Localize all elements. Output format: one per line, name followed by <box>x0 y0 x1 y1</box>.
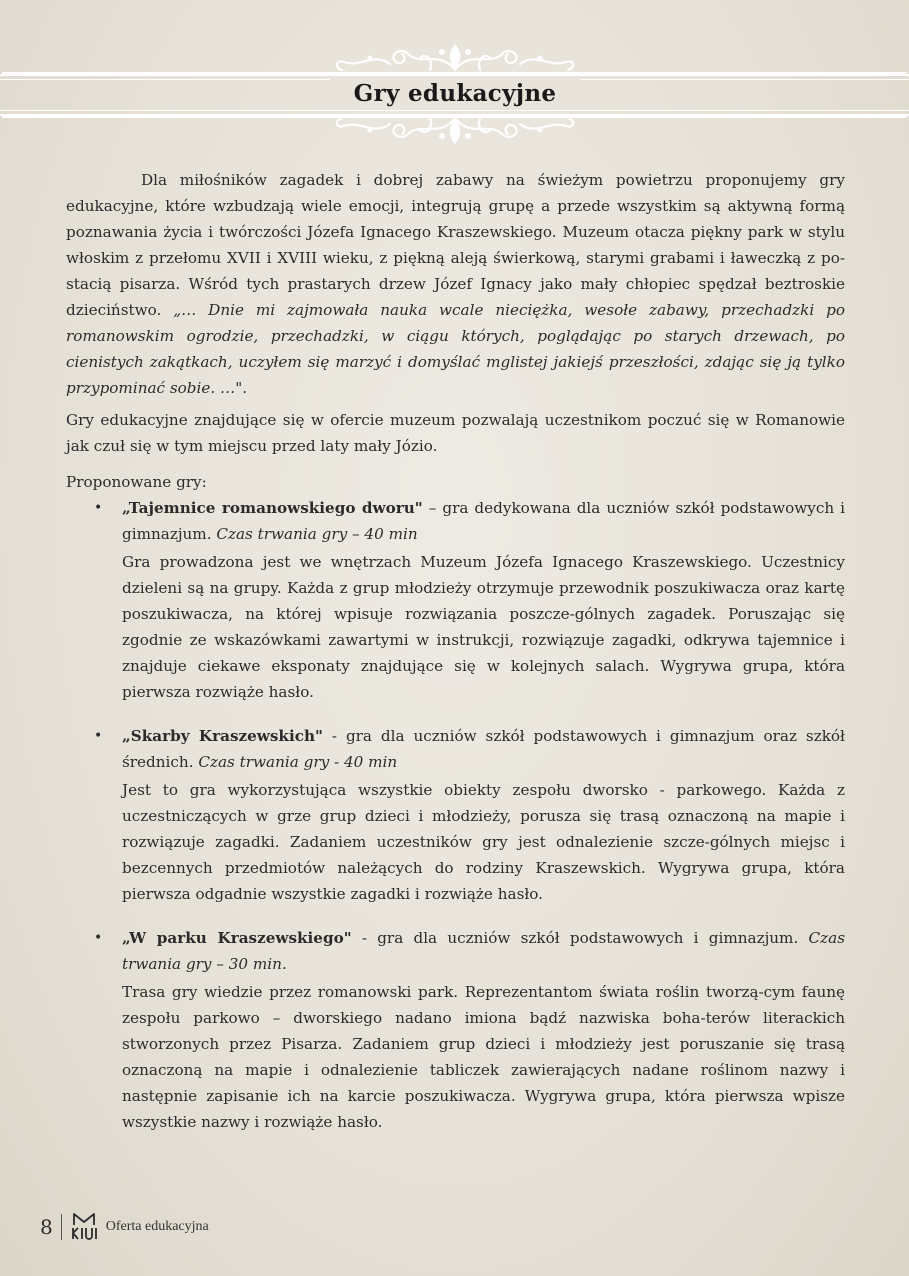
game-item <box>66 723 845 907</box>
intro-paragraph <box>66 167 845 401</box>
game-duration: Czas trwania gry – 30 min. <box>122 929 845 973</box>
game-header <box>122 925 845 977</box>
game-duration: Czas trwania gry – 40 min <box>216 525 418 543</box>
footer-divider <box>61 1214 62 1240</box>
main-content <box>66 167 845 1135</box>
bullet-icon: • <box>94 500 103 516</box>
title-box <box>330 76 580 110</box>
footer-label: Oferta edukacyjna <box>105 1219 209 1234</box>
bullet-icon: • <box>94 930 103 946</box>
game-name: „W parku Kraszewskiego" <box>122 929 352 947</box>
game-summary: - gra dla uczniów szkół podstawowych i gimnazjum oraz szkół średnich. <box>122 727 845 771</box>
proposed-games-label: Proponowane gry: <box>66 473 207 491</box>
quote-end: . <box>242 379 248 397</box>
bullet-icon: • <box>94 728 103 744</box>
game-description: Gra prowadzona jest we wnętrzach Muzeum Józefa Ignacego Kraszewskiego. Uczestnicy dzieleni są na grupy. Każda z grup młodzieży otrzymuje przewodnik poszukiwacza oraz kartę poszukiwacza, na której wpisuje rozwiązania poszcze-gólnych zagadek. Poruszając się zgodnie ze wskazówkami zawartymi w instrukcji, rozwiązuje zagadki, odkrywa tajemnice i znajduje ciekawe eksponaty znajdujące się w kolejnych salach. Wygrywa grupa, która pierwsza rozwiąże hasło. <box>122 553 845 701</box>
museum-logo-icon <box>70 1212 98 1242</box>
game-description: Jest to gra wykorzystująca wszystkie obiekty zespołu dworsko - parkowego. Każda z uczestniczących w grze grup dzieci i młodzieży, porusza się trasą oznaczoną na mapie i rozwiązuje zagadki. Zadaniem uczestników gry jest odnalezienie szcze-gólnych miejsc i bezcennych przedmiotów należących do rodziny Kraszewskich. Wygrywa grupa, która pierwsza odgadnie wszystkie zagadki i rozwiąże hasło. <box>122 781 845 903</box>
game-header <box>122 495 845 547</box>
game-item <box>66 495 845 705</box>
game-header <box>122 723 845 775</box>
game-name: „Tajemnice romanowskiego dworu" <box>122 499 423 517</box>
ornament-top-icon <box>330 40 580 74</box>
ornament-bottom-icon <box>330 114 580 148</box>
game-description: Trasa gry wiedzie przez romanowski park. Reprezentantom świata roślin tworzą-cym faunę zespołu parkowo – dworskiego nadano imiona bądź nazwiska boha-terów literackich stworzonych przez Pisarza. Zadaniem grup dzieci i młodzieży jest poruszanie się trasą oznaczoną na mapie i odnalezienie tabliczek zawierających nadane roślinom nazwy i następnie zapisanie ich na karcie poszukiwacza. Wygrywa grupa, która pierwsza wpisze wszystkie nazwy i rozwiąże hasło. <box>122 983 845 1131</box>
game-name: „Skarby Kraszewskich" <box>122 727 323 745</box>
intro-text: Dla miłośników zagadek i dobrej zabawy na świeżym powietrzu proponujemy gry edukacyjne, które wzbudzają wiele emocji, integrują grupę a przede wszystkim są aktywną formą poznawania życia i twórczości Józefa Ignacego Kraszewskiego. Muzeum otacza piękny park w stylu włoskim z przełomu XVII i XVIII wieku, z piękną aleją świerkową, starymi grabami i ławeczką z po-stacią pisarza. Wśród tych prastarych drzew Józef Ignacy jako mały chłopiec spędzał beztroskie dzieciństwo. <box>66 171 845 319</box>
game-summary: – gra dedykowana dla uczniów szkół podstawowych i gimnazjum. <box>122 499 845 543</box>
page-number: 8 <box>40 1215 53 1239</box>
games-list <box>66 495 845 1135</box>
game-duration: Czas trwania gry - 40 min <box>198 753 398 771</box>
paragraph-2: Gry edukacyjne znajdujące się w ofercie muzeum pozwalają uczestnikom poczuć się w Romanowie jak czuł się w tym miejscu przed laty mały Józio. <box>66 411 845 455</box>
kraszewski-quote: „… Dnie mi zajmowała nauka wcale nieciężka, wesołe zabawy, przechadzki po romanowskim ogrodzie, przechadzki, w ciągu których, poglądając po starych drzewach, po cienistych zakątkach, uczyłem się marzyć i domyślać mglistej jakiejś przeszłości, zdając się ją tylko przypominać sobie. …" <box>66 301 845 397</box>
page-title: Gry edukacyjne <box>353 79 557 107</box>
game-summary: - gra dla uczniów szkół podstawowych i gimnazjum. <box>351 929 809 947</box>
page-footer <box>40 1212 209 1242</box>
game-item <box>66 925 845 1135</box>
